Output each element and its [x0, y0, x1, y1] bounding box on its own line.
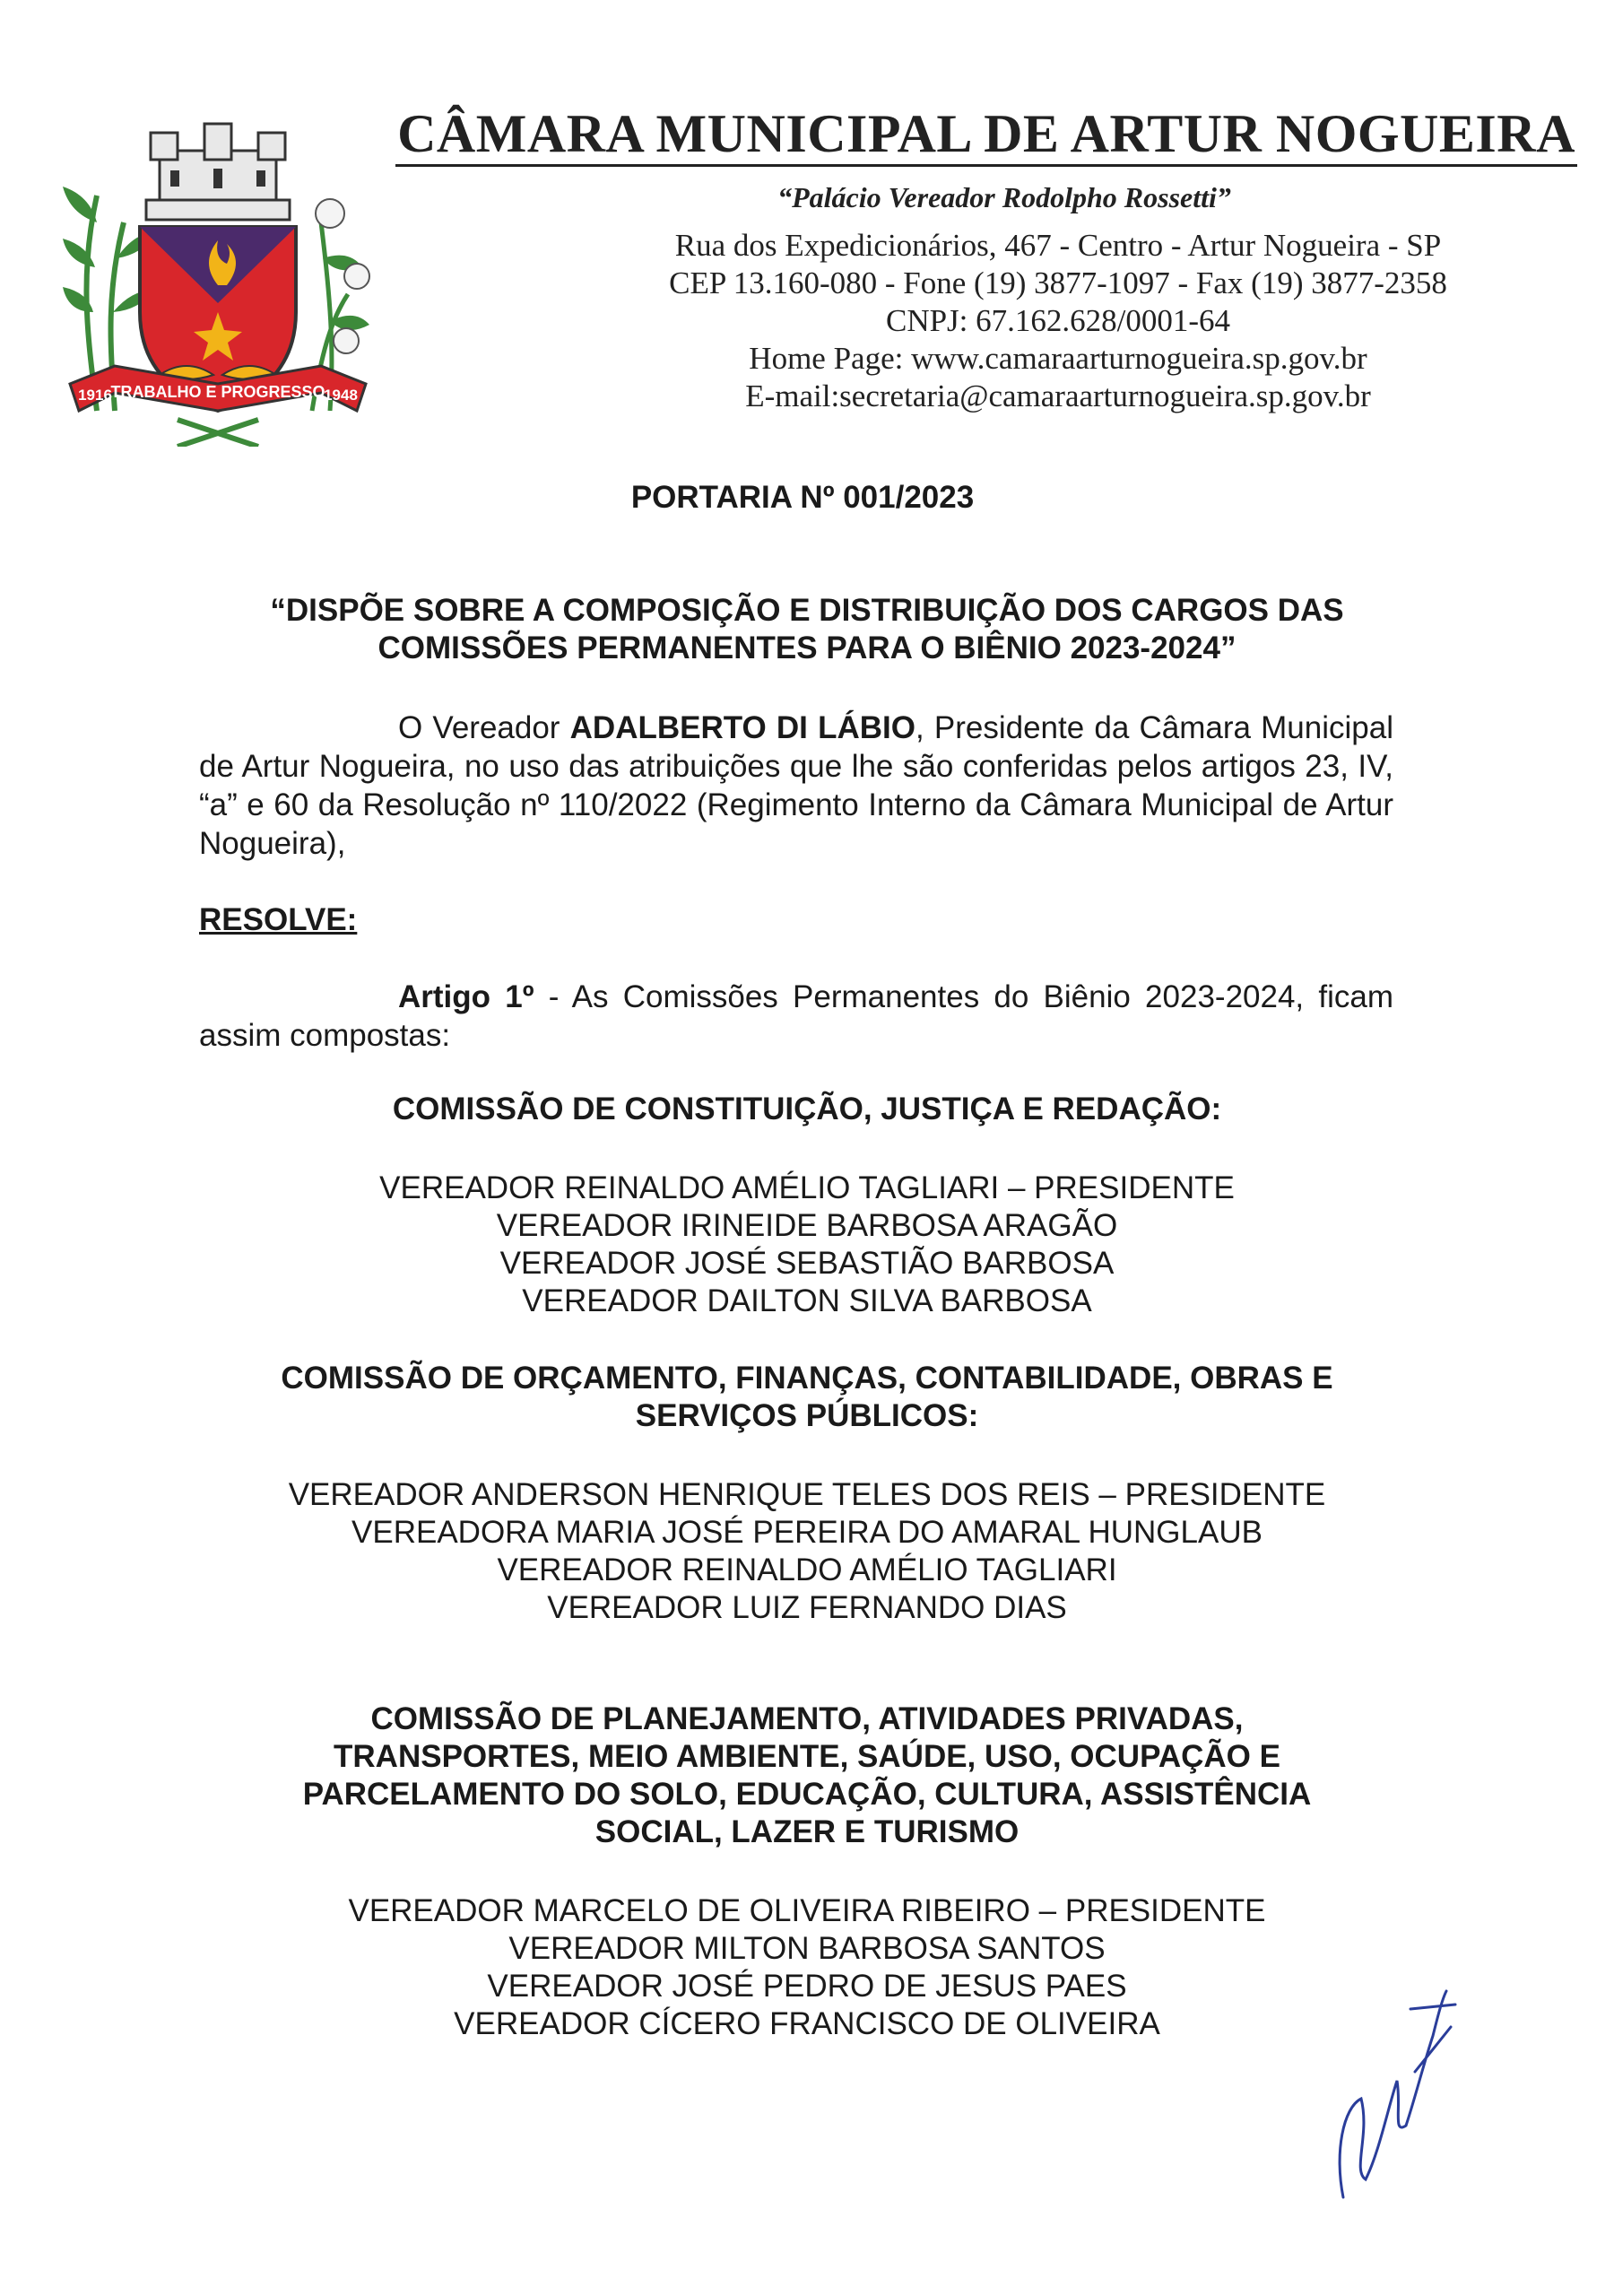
article-paragraph	[199, 978, 1393, 1055]
commission-title: COMISSÃO DE PLANEJAMENTO, ATIVIDADES PRIVADAS, TRANSPORTES, MEIO AMBIENTE, SAÚDE, USO, OCUPAÇÃO E PARCELAMENTO DO SOLO, EDUCAÇÃO, CULTURA, ASSISTÊNCIA SOCIAL, LAZER E TURISMO	[302, 1701, 1312, 1849]
crest-motto: TRABALHO E PROGRESSO	[110, 383, 325, 401]
portaria-number: PORTARIA Nº 001/2023	[630, 480, 975, 515]
email-line: E-mail:secretaria@camaraarturnogueira.sp.gov.br	[745, 378, 1371, 413]
preamble-body: , Presidente da Câmara Municipal de Artur Nogueira, no uso das atribuições que lhe são conferidas pelos artigos 23, IV, “a” e 60 da Resolução nº 110/2022 (Regimento Interno da Câmara Municipal de Artur Nogueira),	[199, 710, 1393, 861]
institution-contact	[395, 227, 1578, 415]
article-text: - As Comissões Permanentes do Biênio 2023-2024, ficam assim compostas:	[199, 979, 1393, 1053]
commission-title: COMISSÃO DE ORÇAMENTO, FINANÇAS, CONTABILIDADE, OBRAS E SERVIÇOS PÚBLICOS:	[281, 1361, 1333, 1433]
member-item: VEREADOR REINALDO AMÉLIO TAGLIARI	[497, 1552, 1117, 1587]
president-name: ADALBERTO DI LÁBIO	[569, 710, 915, 745]
institution-title: CÂMARA MUNICIPAL DE ARTUR NOGUEIRA	[395, 106, 1577, 167]
ementa-line: COMISSÕES PERMANENTES PARA O BIÊNIO 2023-2024”	[377, 631, 1237, 665]
address-line: Rua dos Expedicionários, 467 - Centro - Artur Nogueira - SP	[674, 228, 1442, 263]
preamble-intro: O Vereador	[398, 710, 570, 745]
member-item: VEREADOR JOSÉ SEBASTIÃO BARBOSA	[499, 1246, 1115, 1281]
member-item: VEREADOR REINALDO AMÉLIO TAGLIARI – PRESIDENTE	[379, 1170, 1235, 1205]
commission-members	[0, 1170, 1614, 1320]
member-item: VEREADOR CÍCERO FRANCISCO DE OLIVEIRA	[454, 2006, 1160, 2041]
homepage-line: Home Page: www.camaraarturnogueira.sp.gov.br	[749, 341, 1367, 376]
member-item: VEREADORA MARIA JOSÉ PEREIRA DO AMARAL HUNGLAUB	[351, 1515, 1263, 1550]
crest-year-left: 1916	[78, 387, 112, 404]
member-item: VEREADOR MARCELO DE OLIVEIRA RIBEIRO – PRESIDENTE	[348, 1893, 1266, 1928]
commission-title: COMISSÃO DE CONSTITUIÇÃO, JUSTIÇA E REDAÇÃO:	[392, 1091, 1222, 1126]
resolve-heading: RESOLVE:	[199, 902, 358, 937]
commission-members	[0, 1476, 1614, 1627]
member-item: VEREADOR JOSÉ PEDRO DE JESUS PAES	[487, 1969, 1127, 2004]
cnpj-line: CNPJ: 67.162.628/0001-64	[885, 303, 1231, 338]
member-item: VEREADOR LUIZ FERNANDO DIAS	[547, 1590, 1067, 1625]
ementa-line: “DISPÕE SOBRE A COMPOSIÇÃO E DISTRIBUIÇÃO DOS CARGOS DAS	[270, 593, 1344, 628]
coat-of-arms-icon	[61, 115, 373, 447]
signature-icon	[1325, 1973, 1460, 2206]
preamble-paragraph	[199, 709, 1393, 863]
member-item: VEREADOR IRINEIDE BARBOSA ARAGÃO	[496, 1208, 1118, 1243]
member-item: VEREADOR ANDERSON HENRIQUE TELES DOS REIS – PRESIDENTE	[288, 1477, 1326, 1512]
member-item: VEREADOR DAILTON SILVA BARBOSA	[522, 1283, 1092, 1318]
crest-year-right: 1948	[324, 387, 358, 404]
letterhead	[395, 106, 1578, 415]
article-label: Artigo 1º	[398, 979, 534, 1014]
institution-subtitle: “Palácio Vereador Rodolpho Rossetti”	[777, 181, 1231, 213]
ementa	[0, 592, 1614, 667]
member-item: VEREADOR MILTON BARBOSA SANTOS	[508, 1931, 1106, 1966]
phone-line: CEP 13.160-080 - Fone (19) 3877-1097 - Fax (19) 3877-2358	[669, 265, 1447, 300]
